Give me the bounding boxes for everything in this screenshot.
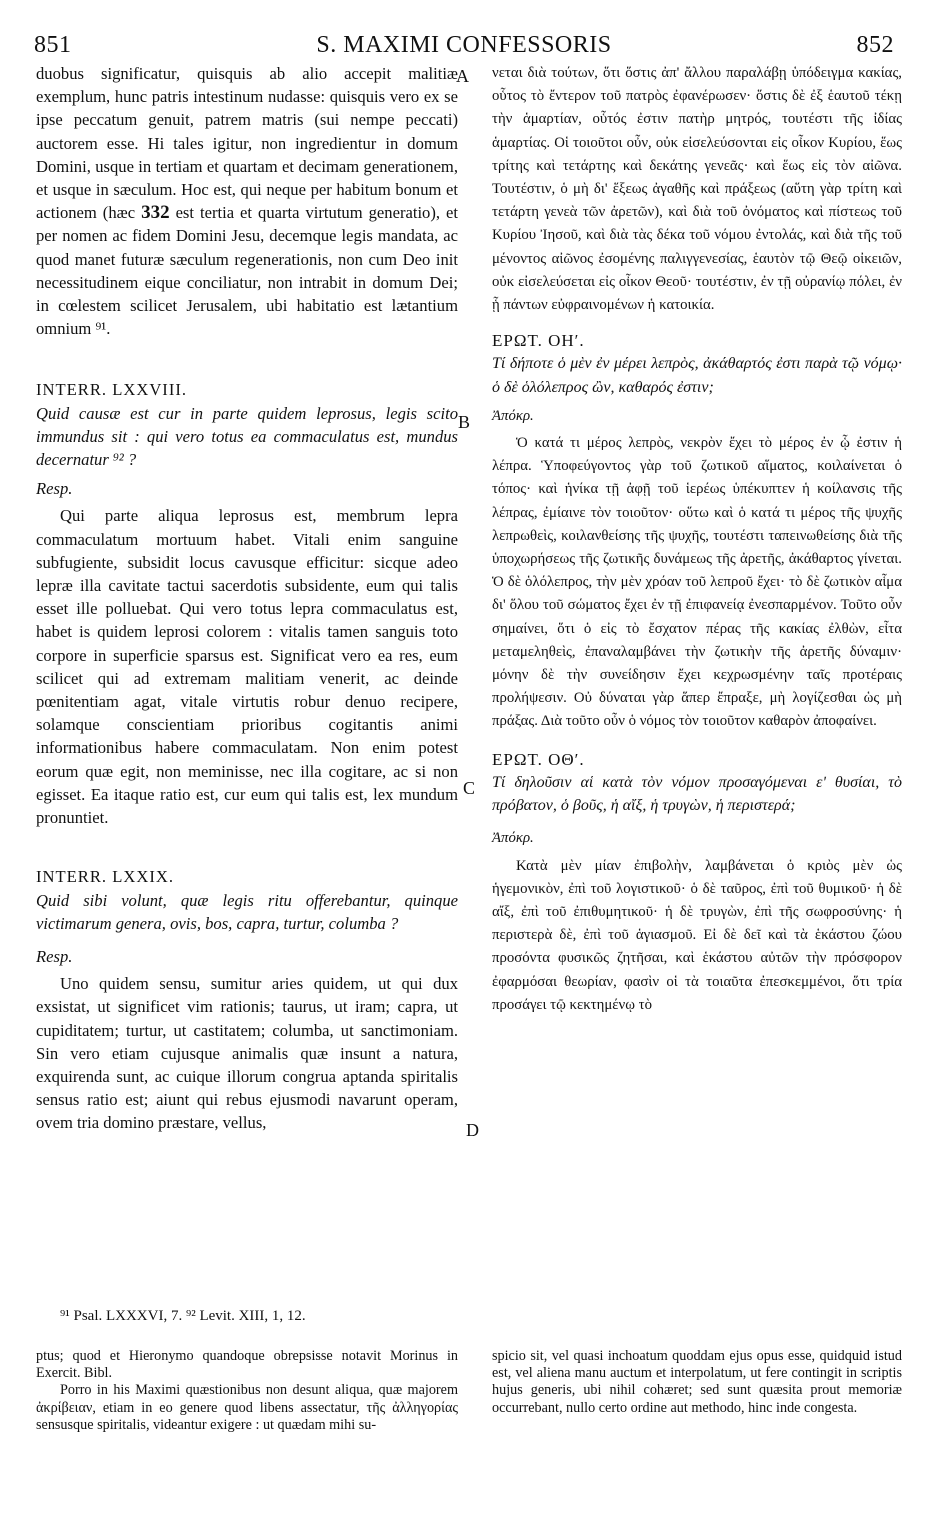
- erot-78-resp-label: Ἀπόκρ.: [492, 407, 534, 424]
- left-column-number: 851: [34, 32, 72, 58]
- interr-78-question: Quid causæ est cur in parte quidem leprosus, legis scito immundus sit : qui vero totus ea commaculatus est, mundus decernatur ⁹² ?: [36, 403, 458, 470]
- greek-column: [492, 62, 902, 1017]
- note-right: spicio sit, vel quasi inchoatum quoddam ejus opus esse, quidquid istud est, vel aliena manu auctum et interpolatum, ut fere contingit in scriptis hujus generis, ubi nihil cohæret; sed sunt quæsita prout memoriæ occurrebant, nullo certo ordine aut methodo, hinc inde congesta.: [492, 1348, 902, 1416]
- greek-intro: νεται διὰ τούτων, ὅτι ὅστις ἀπ' ἄλλου παραλάβῃ ὑπόδειγμα κακίας, οὗτος τὸ ἔντερον τοῦ πατρὸς ἐφανέρωσεν· ὅστις δὲ ἐξ ἑαυτοῦ τέκῃ τὴν ἁμαρτίαν, οὗτός ἐστιν πατὴρ μητρός, τουτέστι τῆς ἰδίας ἁμαρτίας. Οἱ τοιοῦτοι οὖν, οὐκ εἰσελεύσονται εἰς οἶκον Κυρίου, ἕως τρίτης καὶ τετάρτης καὶ δεκάτης γενεᾶς· καὶ ἕως εἰς τὸν αἰῶνα. Τουτέστιν, ὁ μὴ δι' ἕξεως ἀγαθῆς καὶ πράξεως (αὕτη γὰρ τρίτη καὶ τετάρτη γενεὰ τῶν ἀρετῶν), καὶ διὰ τοῦ ὀνόματος καὶ πίστεως τοῦ Κυρίου Ἰησοῦ, καὶ διὰ τὰς δέκα τοῦ νόμου ἐντολάς, καὶ διὰ τῆς τοῦ μένοντος αἰῶνος ἐσομένης παλιγγενεσίας, ἑαυτὸν τῷ Θεῷ οἰκειῶν, οὐκ εἰσελεύσεται εἰς οἶκον Θεοῦ· τουτέστιν, ἐν τῇ οὐρανίῳ πόλει, ἐν ᾗ πάντων εὐφραινομένων ἡ κατοικία.: [492, 65, 902, 314]
- column-marker: 332: [141, 202, 170, 224]
- margin-letter-d: D: [466, 1120, 479, 1140]
- margin-letter-c: C: [463, 778, 476, 798]
- latin-column: [36, 62, 458, 1135]
- erot-78-question: Τί δήποτε ὁ μὲν ἐν μέρει λεπρὸς, ἀκάθαρτός ἐστι παρὰ τῷ νόμῳ· ὁ δὲ ὁλόλεπρος ὢν, καθαρός ἐστιν;: [492, 355, 902, 396]
- footnote: ⁹¹ Psal. LXXXVI, 7. ⁹² Levit. XIII, 1, 12.: [60, 1308, 306, 1324]
- interr-78-answer: Qui parte aliqua leprosus est, membrum lepra commaculatum mortuum habet. Vitali enim sanguine subfugiente, subsidit locus cavusque efficitur: sicque adeo lepræ illa cavitate tactui sacerdotis subsidente, eum qui talis esset ille polluebat. Qui vero totus lepra commaculatus est, habet is quidem leprosi colorem : vitalis tamen sanguis toto corpore in superficie sparsus est. Significat vero ea res, eum scilicet qui ad extremam malitiam venerit, ac deinde pœnitentiam agat, vitale virtutis robur denuo recipere, solamque conscientiam prioribus cogitantis animi informationibus habere commaculatam. Non enim potest eorum quæ egit, non meminisse, nec illa cogitare, ac si non egisset. Ea itaque ratio est, cur eum qui talis est, lex mundum pronuntiet.: [36, 506, 458, 828]
- editor-notes-left: [36, 1348, 458, 1434]
- margin-letter-b: B: [458, 412, 471, 432]
- note-left-2: Porro in his Maximi quæstionibus non desunt aliqua, quæ majorem ἀκρίβειαν, etiam in eo genere quod libens assectatur, τῆς ἀλληγορίας sensusque spiritalis, videantur exigere : ut quædam mihi su-: [36, 1382, 458, 1433]
- interr-79-resp-label: Resp.: [36, 946, 73, 966]
- erot-79-question: Τί δηλοῦσιν αἱ κατὰ τὸν νόμον προσαγόμεναι εʹ θυσίαι, τὸ πρόβατον, ὁ βοῦς, ἡ αἴξ, ἡ τρυγὼν, ἡ περιστερά;: [492, 773, 902, 815]
- right-column-number: 852: [856, 32, 894, 58]
- running-head: [34, 32, 894, 58]
- editor-notes-right: [492, 1348, 902, 1417]
- erot-79-resp-label: Ἀπόκρ.: [492, 830, 534, 847]
- interr-79-heading: INTERR. LXXIX.: [36, 867, 174, 887]
- interr-78-heading: INTERR. LXXVIII.: [36, 380, 188, 400]
- erot-78-heading: ΕΡΩΤ. ΟΗʹ.: [492, 331, 585, 351]
- latin-intro: duobus significatur, quisquis ab alio accepit malitiæ exemplum, hunc patris intestinum nudasse: quisquis vero ex se ipse peccatum genuit, patrem matris (sui nempe peccati) auctorem esse. Hi tales igitur, non ingredientur in domum Domini, usque in tertiam et quartam et decimam generationem, et usque in sæculum. Hoc est, qui neque per habitum bonum et actionem (hæc 332 est tertia et quarta virtutum generatio), et per nomen ac fidem Domini Jesu, decemque legis mandata, ac quod manet futuræ sæculum regenerationis, non cum Deo init necessitudinem eique conciliatur, non intrabit in domum Dei; in cœlestem scilicet Jerusalem, ubi habitatio est lætantium omnium ⁹¹.: [36, 64, 458, 339]
- erot-78-answer: Ὁ κατά τι μέρος λεπρὸς, νεκρὸν ἔχει τὸ μέρος ἐν ᾧ ἐστιν ἡ λέπρα. Ὑποφεύγοντος γὰρ τοῦ ζωτικοῦ αἵματος, κοιλαίνεται ὁ τόπος· καὶ ἡνίκα τῇ ἀφῇ τοῦ ἱερέως ὑπέκυπτεν ἡ κοίλανσις τῆς λέπρας, ἐμίαινε τὸν τοιοῦτον· οὕτω καὶ ὁ κατά τι μέρος τῆς ψυχῆς λεπρωθεὶς, κοιλανθείσης τῆς ψυχῆς, τουτέστι ταπεινωθείσης διὰ τῆς ὑποχωρήσεως τῆς ζωτικῆς δυνάμεως τῆς ἀρετῆς, ἀκάθαρτος γίνεται. Ὁ δὲ ὁλόλεπρος, τὴν μὲν χρόαν τοῦ λεπροῦ ἔχει· τὸ δὲ ζωτικὸν αἷμα δι' ὅλου τοῦ σώματος ἔχει ἐν τῇ ἐπιφανείᾳ ἐνεσπαρμένον. Τοῦτο οὖν σημαίνει, ὅτι ὁ εἰς τὸ ἔσχατον πέρας τῆς κακίας ἐλθὼν, εἶτα μεταμεληθεὶς, ἐπαναλαμβάνει τὴν ζωτικὴν τῆς ἀρετῆς δύναμιν· μόνην δὲ τὴν συνείδησιν ἔχει κεχρωσμένην ταῖς προτέραις προλήψεσιν. Οὐ δύναται γὰρ ἅπερ ἔπραξε, μὴ λογίζεσθαι ὡς μὴ πράξας. Διὰ τοῦτο οὖν ὁ νόμος τὸν τοιοῦτον καθαρὸν ἀποφαίνει.: [492, 435, 902, 730]
- note-left-1: ptus; quod et Hieronymo quandoque obrepsisse notavit Morinus in Exercit. Bibl.: [36, 1348, 458, 1382]
- interr-78-resp-label: Resp.: [36, 479, 73, 499]
- interr-79-answer: Uno quidem sensu, sumitur aries quidem, ut qui dux exsistat, ut significet vim rationis; taurus, ut iram; capra, ut cupiditatem; turtur, ut castitatem; columba, ut sanctimoniam. Sin vero etiam cujusque animalis quæ insunt a natura, exquirenda sunt, ac cuique illorum congrua aptanda spiritalis sensus ratio est; aiunt qui rebus ejusmodi navarunt operam, ovem tria domino præstare, vellus,: [36, 974, 458, 1133]
- margin-letter-a: A: [456, 66, 469, 86]
- erot-79-heading: ΕΡΩΤ. ΟΘʹ.: [492, 749, 585, 769]
- page-title: S. MAXIMI CONFESSORIS: [316, 32, 612, 58]
- interr-79-question: Quid sibi volunt, quæ legis ritu offerebantur, quinque victimarum genera, ovis, bos, capra, turtur, columba ?: [36, 890, 458, 933]
- erot-79-answer: Κατὰ μὲν μίαν ἐπιβολὴν, λαμβάνεται ὁ κριὸς μὲν ὡς ἡγεμονικὸν, ἐπὶ τοῦ λογιστικοῦ· ὁ δὲ ταῦρος, ἐπὶ τοῦ θυμικοῦ· ἡ δὲ αἴξ, ἐπὶ τοῦ ἐπιθυμητικοῦ· ἡ δὲ τρυγὼν, ἐπὶ τῆς σωφροσύνης· ἡ περιστερὰ δὲ, ἐπὶ τοῦ ἁγιασμοῦ. Εἰ δὲ δεῖ καὶ τὰ ἑκάστου ζώου προσόντα φυσικῶς ζητῆσαι, καὶ ἑκάστου αὐτῶν τὴν πρόσφορον ἐφαρμόσαι θεωρίαν, φασὶν οἱ τὰ τοιαῦτα ἐπεσκεμμένοι, ὅτι τρία προσάγει τῷ κεκτημένῳ τὸ: [492, 857, 902, 1013]
